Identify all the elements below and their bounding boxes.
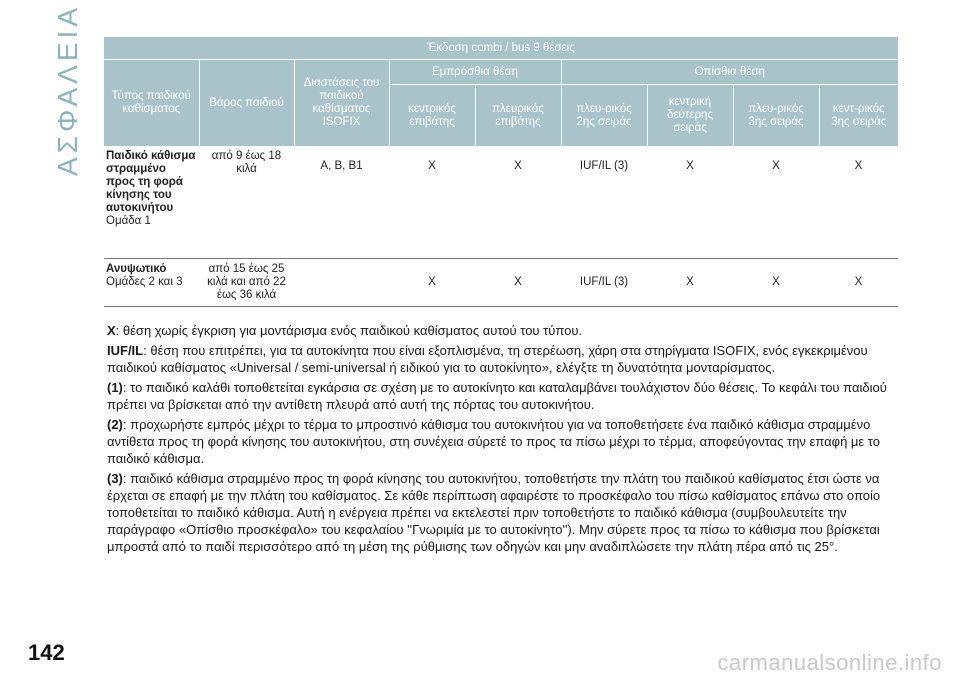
header-rear-side-row2: πλευ-ρικός 2ης σειράς — [561, 85, 647, 147]
note-3: (3): παιδικό κάθισμα στραμμένο προς τη φορά κίνησης του αυτοκινήτου, τοποθετήστε την πλάτη του παιδικού καθίσματος έτσι ώστε να έρχεται σε επαφή με την πλάτη του καθίσματος. Σε κάθε περίπτωση αφαιρέστε το προσκέφαλο του πίσω καθίσματος επάνω στο οποίο τοποθετείται το παιδικό κάθισμα. Αυτή η ενέργεια πρέπει να εκτελεστεί πριν τοποθετήστε το παιδικό κάθισμα (συμβουλευτείτε την παράγραφο «Οπίσθιο προσκέφαλο» του κεφαλαίου ''Γνωριμία με το αυτοκίνητο''). Μην σύρετε προς τα πίσω το κάθισμα που βρίσκεται μπροστά από το παιδί περισσότερο από τη μέση της ρύθμισης των οδηγών και μην αναδιπλώσετε την πλάτη πέρα από τις 25°. — [107, 470, 881, 555]
header-isofix-dimensions: Διαστάσεις του παιδικού καθίσματος ISOFIX — [294, 60, 389, 147]
cell-rear-side-row2: IUF/IL (3) — [561, 259, 647, 307]
cell-rear-center-row3: X — [819, 259, 898, 307]
page-number: 142 — [28, 640, 65, 665]
table-row — [104, 146, 898, 259]
cell-rear-side-row3: X — [733, 259, 819, 307]
header-front-side: πλευρικός επιβάτης — [475, 85, 561, 147]
table-notes — [107, 322, 897, 558]
note-iuf-il: IUF/IL: θέση που επιτρέπει, για τα αυτοκίνητα που είναι εξοπλισμένα, τη στερέωση, χάρη στα στηρίγματα ISOFIX, ενός εγκεκριμένου παιδικού καθίσματος «Universal / semi-universal ή ειδικού για το αυτοκίνητο», ελέγξτε τη δυνατότητα μονταρίσματος. — [107, 342, 868, 375]
cell-seat-type: Ανυψωτικό Ομάδες 2 και 3 — [104, 259, 199, 307]
cell-front-center: X — [389, 259, 475, 307]
child-seat-table — [104, 37, 898, 307]
note-2: (2): προχωρήστε εμπρός μέχρι το τέρμα το μπροστινό κάθισμα του αυτοκινήτου για να τοποθετήσετε ένα παιδικό κάθισμα στραμμένο αντίθετα προς τη φορά κίνησης του αυτοκινήτου, στη συνέχεια σύρετέ το προς τα πίσω μέχρι το τέρμα, αποφεύγοντας την επαφή με το παιδικό κάθισμα. — [107, 416, 880, 466]
cell-weight: από 15 έως 25 κιλά και από 22 έως 36 κιλά — [199, 259, 294, 307]
header-child-weight: Βάρος παιδιού — [199, 60, 294, 147]
section-tab — [0, 0, 90, 560]
cell-rear-center-row2: X — [647, 259, 733, 307]
cell-rear-center-row3: X — [819, 146, 898, 259]
cell-weight: από 9 έως 18 κιλά — [199, 146, 294, 259]
header-seat-type: Τύπος παιδικού καθίσματος — [104, 60, 199, 147]
header-rear-center-row2: κεντρική δεύτερης σειράς — [647, 85, 733, 147]
header-rear-side-row3: πλευ-ρικός 3ης σειράς — [733, 85, 819, 147]
cell-rear-center-row2: X — [647, 146, 733, 259]
header-front-center: κεντρικός επιβάτης — [389, 85, 475, 147]
cell-front-side: X — [475, 146, 561, 259]
cell-front-side: X — [475, 259, 561, 307]
cell-front-center: X — [389, 146, 475, 259]
header-rear-center-row3: κεντ-ρικός 3ης σειράς — [819, 85, 898, 147]
cell-rear-side-row2: IUF/IL (3) — [561, 146, 647, 259]
table-title: Έκδοση combi / bus 9 θέσεις — [104, 37, 898, 60]
cell-dimensions: A, B, B1 — [294, 146, 389, 259]
watermark: carmanualsonline.info — [717, 650, 942, 675]
section-title: ΑΣΦΑΛΕΙΑ — [52, 3, 83, 177]
cell-seat-type: Παιδικό κάθισμα στραμμένο προς τη φορά κίνησης του αυτοκινήτου Ομάδα 1 — [104, 146, 199, 259]
table-row — [104, 259, 898, 307]
cell-dimensions — [294, 259, 389, 307]
header-rear-position: Οπίσθια θέση — [561, 60, 898, 85]
header-front-position: Εμπρόσθια θέση — [389, 60, 561, 85]
note-1: (1): το παιδικό καλάθι τοποθετείται εγκάρσια σε σχέση με το αυτοκίνητο και καταλαμβάνει τουλάχιστον δύο θέσεις. Το κεφάλι του παιδιού πρέπει να βρίσκεται από την αντίθετη πλευρά από αυτή της πόρτας του αυτοκινήτου. — [107, 379, 887, 412]
cell-rear-side-row3: X — [733, 146, 819, 259]
note-x: X: θέση χωρίς έγκριση για μοντάρισμα ενός παιδικού καθίσματος αυτού του τύπου. — [107, 323, 583, 338]
